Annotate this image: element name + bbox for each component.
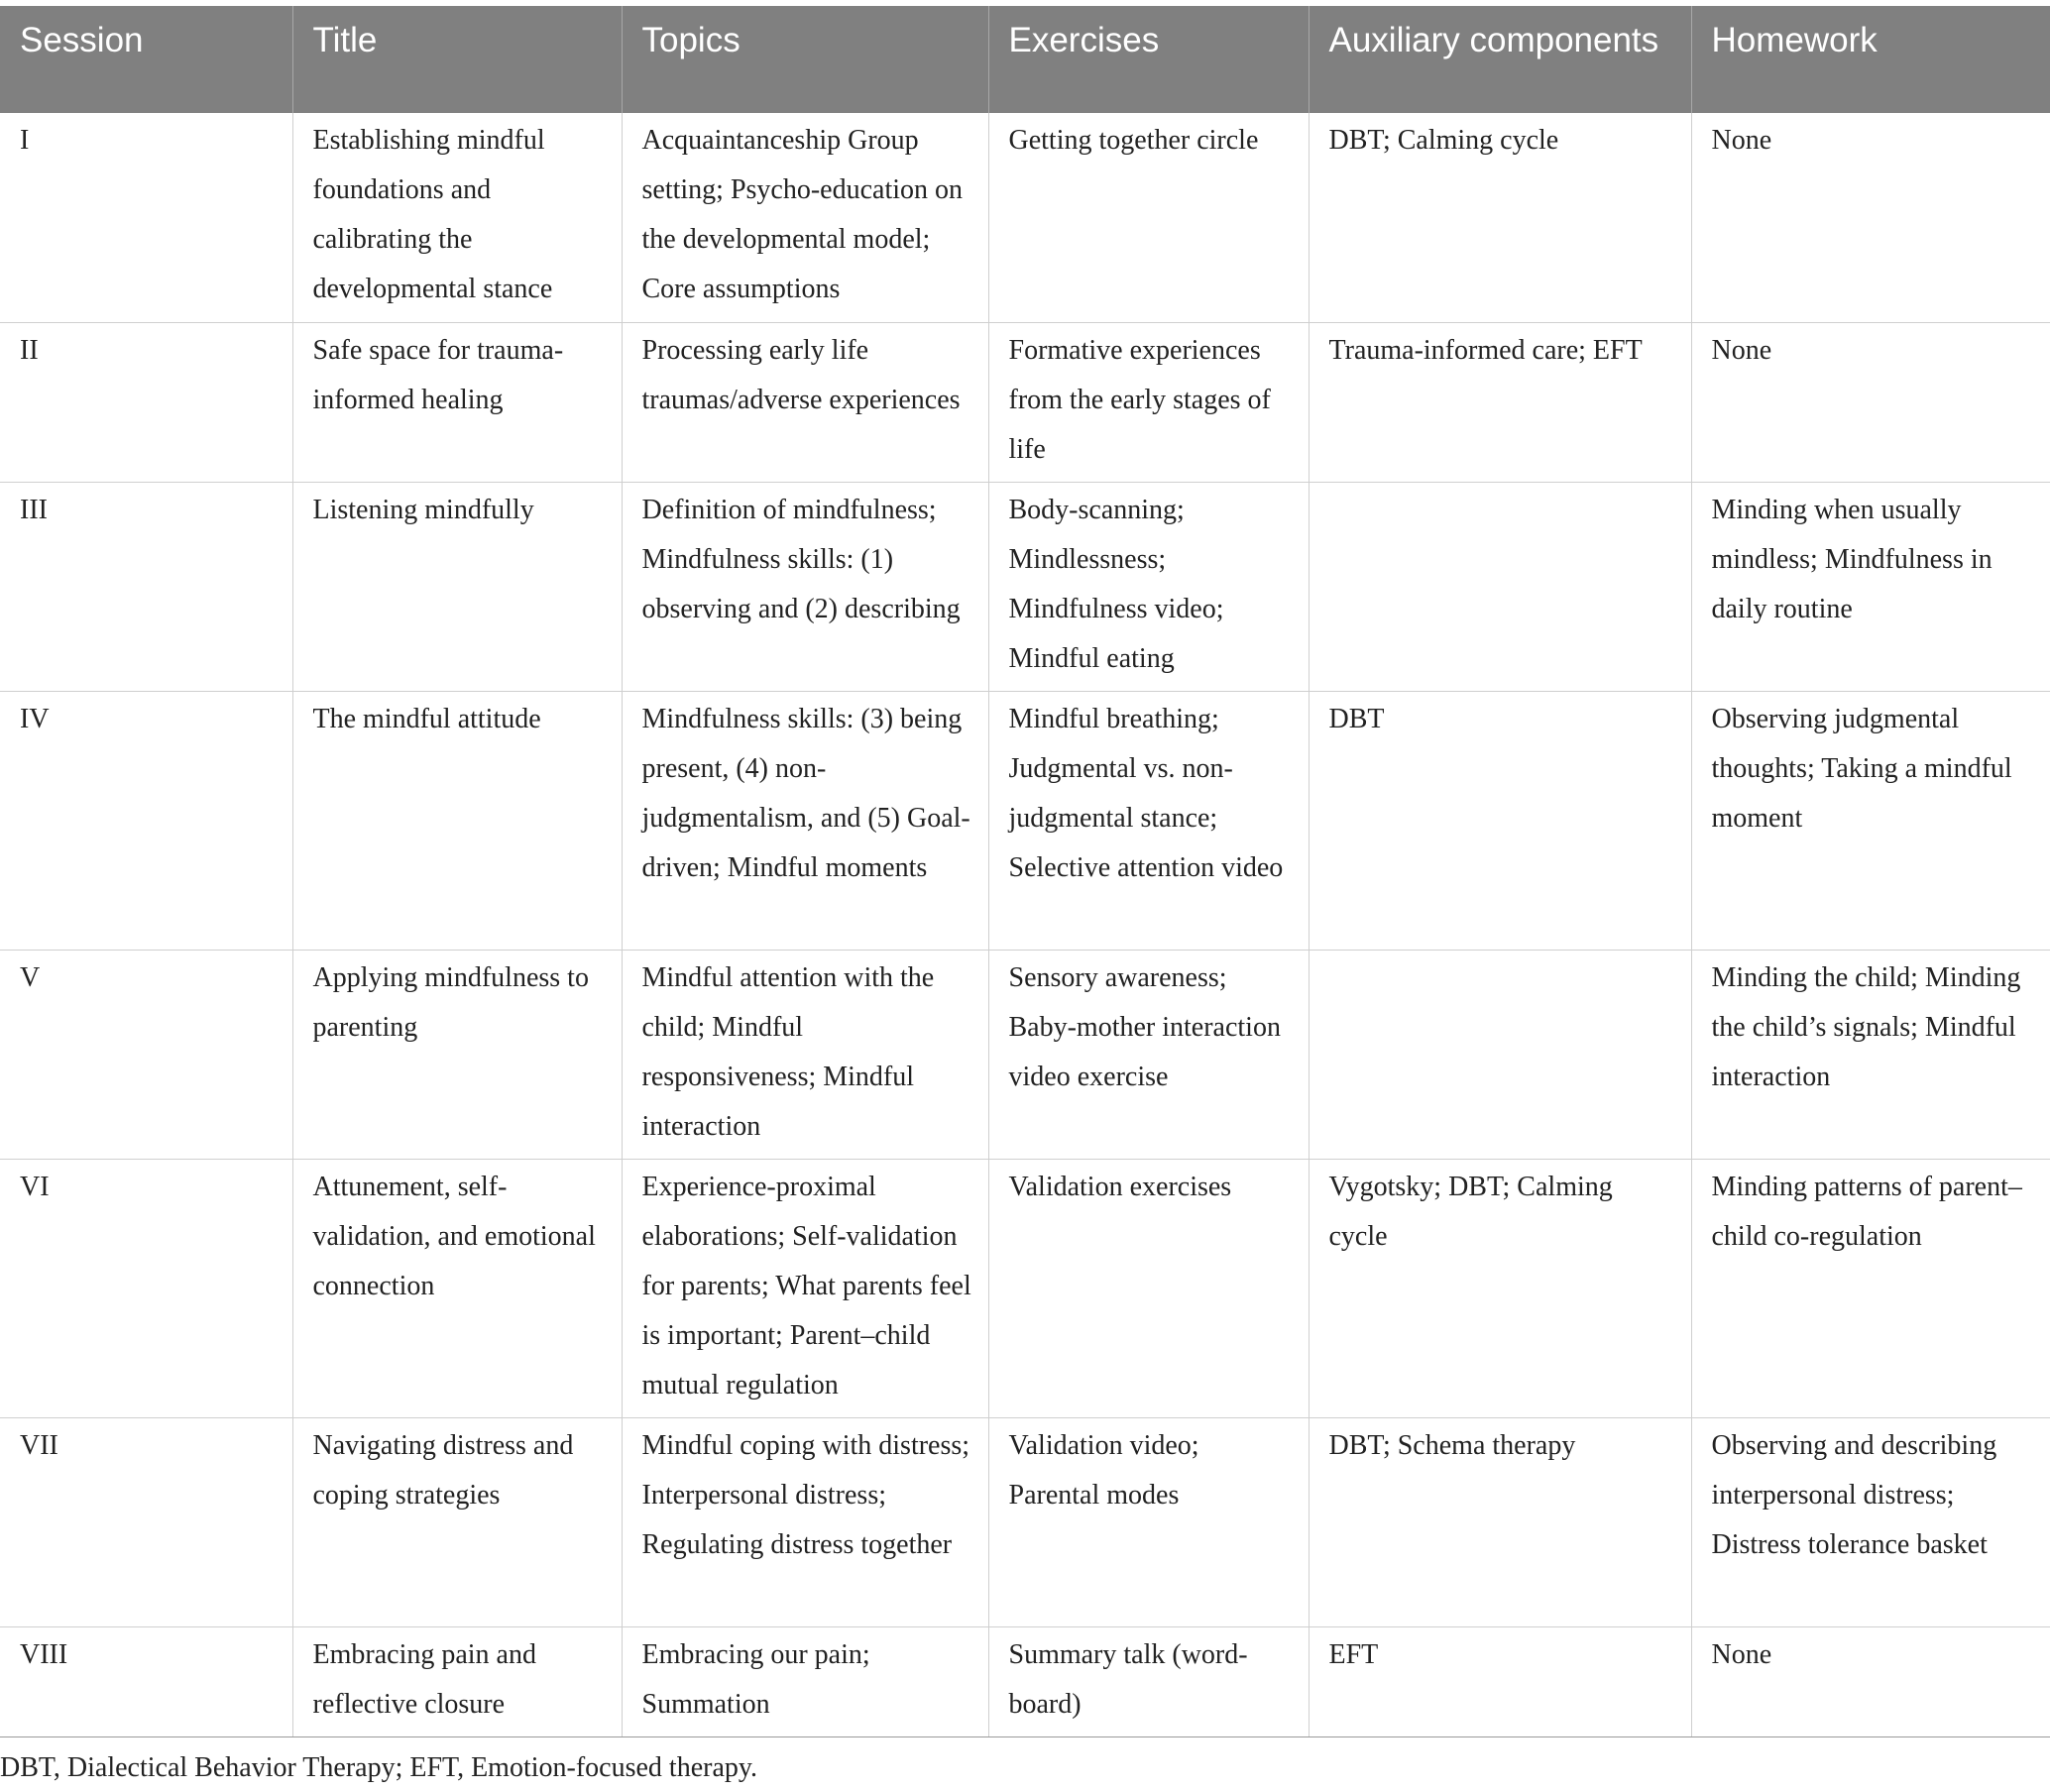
cell-title: Embracing pain and reflective closure <box>292 1626 622 1736</box>
cell-topics: Mindful attention with the child; Mindful responsiveness; Mindful interaction <box>622 950 988 1159</box>
header-homework: Homework <box>1691 6 2050 113</box>
cell-title: Attunement, self-validation, and emotional connection <box>292 1159 622 1417</box>
sessions-table <box>0 6 2050 1737</box>
cell-auxiliary: DBT <box>1309 691 1691 950</box>
cell-exercises: Getting together circle <box>988 113 1309 322</box>
cell-topics: Mindful coping with distress; Interpersonal distress; Regulating distress together <box>622 1417 988 1626</box>
table-footnote: DBT, Dialectical Behavior Therapy; EFT, Emotion-focused therapy. <box>0 1752 758 1783</box>
cell-title: Navigating distress and coping strategies <box>292 1417 622 1626</box>
cell-session: III <box>0 482 292 691</box>
table-row <box>0 950 2050 1159</box>
cell-homework: Observing judgmental thoughts; Taking a mindful moment <box>1691 691 2050 950</box>
cell-homework: Observing and describing interpersonal distress; Distress tolerance basket <box>1691 1417 2050 1626</box>
cell-title: Listening mindfully <box>292 482 622 691</box>
table-row <box>0 1159 2050 1417</box>
cell-exercises: Sensory awareness; Baby-mother interaction video exercise <box>988 950 1309 1159</box>
cell-session: VII <box>0 1417 292 1626</box>
cell-exercises: Body-scanning; Mindlessness; Mindfulness video; Mindful eating <box>988 482 1309 691</box>
cell-topics: Acquaintanceship Group setting; Psycho-education on the developmental model; Core assumptions <box>622 113 988 322</box>
cell-session: V <box>0 950 292 1159</box>
cell-title: Safe space for trauma-informed healing <box>292 322 622 482</box>
cell-session: VI <box>0 1159 292 1417</box>
cell-homework: Minding the child; Minding the child’s signals; Mindful interaction <box>1691 950 2050 1159</box>
cell-homework: Minding patterns of parent–child co-regulation <box>1691 1159 2050 1417</box>
cell-exercises: Validation video; Parental modes <box>988 1417 1309 1626</box>
table-header <box>0 6 2050 113</box>
header-auxiliary-components: Auxiliary components <box>1309 6 1691 113</box>
cell-title: The mindful attitude <box>292 691 622 950</box>
cell-title: Applying mindfulness to parenting <box>292 950 622 1159</box>
cell-homework: None <box>1691 322 2050 482</box>
header-title: Title <box>292 6 622 113</box>
cell-topics: Experience-proximal elaborations; Self-validation for parents; What parents feel is important; Parent–child mutual regulation <box>622 1159 988 1417</box>
header-topics: Topics <box>622 6 988 113</box>
header-session: Session <box>0 6 292 113</box>
cell-exercises: Mindful breathing; Judgmental vs. non-judgmental stance; Selective attention video <box>988 691 1309 950</box>
cell-exercises: Validation exercises <box>988 1159 1309 1417</box>
cell-session: I <box>0 113 292 322</box>
header-exercises: Exercises <box>988 6 1309 113</box>
cell-topics: Definition of mindfulness; Mindfulness skills: (1) observing and (2) describing <box>622 482 988 691</box>
cell-session: VIII <box>0 1626 292 1736</box>
cell-auxiliary: Vygotsky; DBT; Calming cycle <box>1309 1159 1691 1417</box>
sessions-table-container <box>0 6 2050 1737</box>
cell-auxiliary: DBT; Schema therapy <box>1309 1417 1691 1626</box>
table-row <box>0 322 2050 482</box>
cell-homework: None <box>1691 1626 2050 1736</box>
cell-auxiliary <box>1309 482 1691 691</box>
cell-topics: Processing early life traumas/adverse experiences <box>622 322 988 482</box>
table-row <box>0 482 2050 691</box>
cell-exercises: Formative experiences from the early stages of life <box>988 322 1309 482</box>
cell-auxiliary: DBT; Calming cycle <box>1309 113 1691 322</box>
table-body <box>0 113 2050 1736</box>
table-row <box>0 1626 2050 1736</box>
cell-auxiliary: Trauma-informed care; EFT <box>1309 322 1691 482</box>
cell-session: IV <box>0 691 292 950</box>
cell-homework: Minding when usually mindless; Mindfulness in daily routine <box>1691 482 2050 691</box>
cell-session: II <box>0 322 292 482</box>
table-row <box>0 113 2050 322</box>
cell-topics: Mindfulness skills: (3) being present, (4) non-judgmentalism, and (5) Goal-driven; Mindful moments <box>622 691 988 950</box>
cell-auxiliary <box>1309 950 1691 1159</box>
header-row <box>0 6 2050 113</box>
cell-exercises: Summary talk (word-board) <box>988 1626 1309 1736</box>
table-row <box>0 691 2050 950</box>
cell-topics: Embracing our pain; Summation <box>622 1626 988 1736</box>
cell-homework: None <box>1691 113 2050 322</box>
cell-auxiliary: EFT <box>1309 1626 1691 1736</box>
table-row <box>0 1417 2050 1626</box>
cell-title: Establishing mindful foundations and calibrating the developmental stance <box>292 113 622 322</box>
